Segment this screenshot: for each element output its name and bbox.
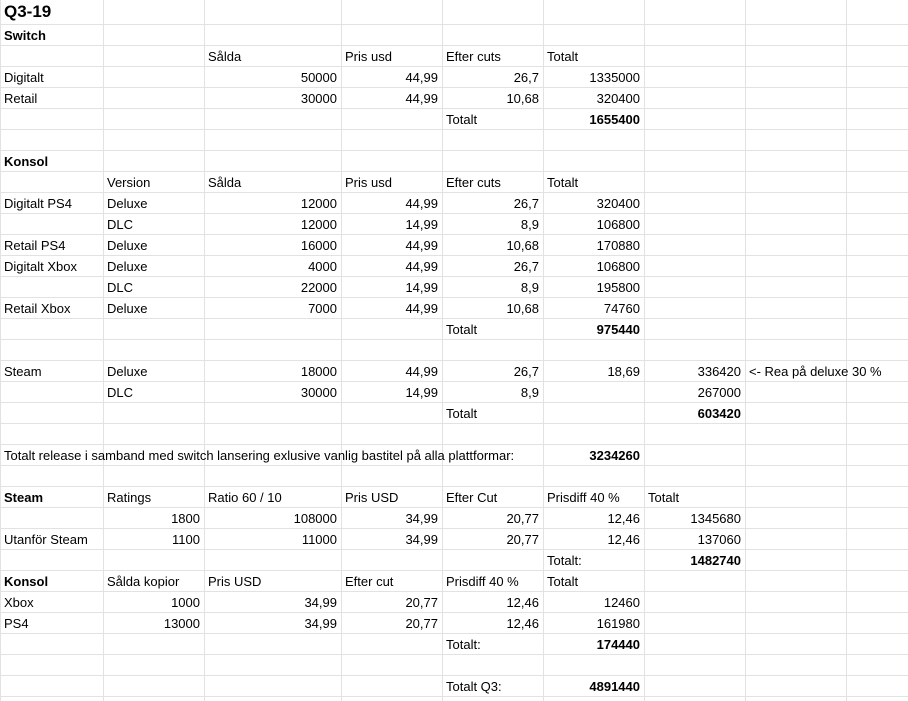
cell-r16-c5[interactable]: 975440 [596, 322, 640, 337]
cell-r25-c2[interactable]: 108000 [293, 511, 337, 526]
cell-r9-c2[interactable]: Sålda [208, 175, 242, 190]
cell-r26-c5[interactable]: 12,46 [607, 532, 640, 547]
cell-r28-c5[interactable]: Totalt [547, 574, 579, 589]
cell-r29-c3[interactable]: 20,77 [405, 595, 438, 610]
cell-r29-c4[interactable]: 12,46 [506, 595, 539, 610]
cell-r15-c5[interactable]: 74760 [603, 301, 640, 316]
cell-r10-c3[interactable]: 44,99 [405, 196, 438, 211]
sheet-title[interactable]: Q3-19 [4, 2, 52, 21]
cell-r29-c5[interactable]: 12460 [603, 595, 640, 610]
cell-r5-c4[interactable]: 10,68 [506, 91, 539, 106]
cell-r15-c3[interactable]: 44,99 [405, 301, 438, 316]
cell-r29-c1[interactable]: 1000 [171, 595, 200, 610]
cell-r27-c6[interactable]: 1482740 [690, 553, 741, 568]
cell-r19-c3[interactable]: 14,99 [405, 385, 438, 400]
cell-r11-c5[interactable]: 106800 [596, 217, 640, 232]
cell-r12-c4[interactable]: 10,68 [506, 238, 539, 253]
cell-r6-c4[interactable]: Totalt [446, 112, 478, 127]
cell-r24-c5[interactable]: Prisdiff 40 % [547, 490, 620, 505]
cell-r14-c1[interactable]: DLC [107, 280, 134, 295]
cell-r26-c0[interactable]: Utanför Steam [4, 532, 88, 547]
cell-r19-c1[interactable]: DLC [107, 385, 134, 400]
cell-r14-c4[interactable]: 8,9 [520, 280, 539, 295]
cell-r18-c2[interactable]: 18000 [300, 364, 337, 379]
cell-r9-c1[interactable]: Version [107, 175, 151, 190]
cell-r22-c5[interactable]: 3234260 [589, 448, 640, 463]
cell-r12-c5[interactable]: 170880 [596, 238, 640, 253]
cell-r27-c5[interactable]: Totalt: [547, 553, 582, 568]
cell-r4-c3[interactable]: 44,99 [405, 70, 438, 85]
cell-r10-c1[interactable]: Deluxe [107, 196, 148, 211]
cell-r12-c2[interactable]: 16000 [300, 238, 337, 253]
cell-r9-c5[interactable]: Totalt [547, 175, 579, 190]
cell-r24-c0[interactable]: Steam [4, 490, 44, 505]
cell-r15-c4[interactable]: 10,68 [506, 301, 539, 316]
cell-r14-c2[interactable]: 22000 [300, 280, 337, 295]
cell-r28-c4[interactable]: Prisdiff 40 % [446, 574, 519, 589]
cell-r31-c5[interactable]: 174440 [596, 637, 640, 652]
cell-r24-c2[interactable]: Ratio 60 / 10 [208, 490, 282, 505]
cell-r13-c0[interactable]: Digitalt Xbox [4, 259, 77, 274]
cell-r24-c6[interactable]: Totalt [648, 490, 680, 505]
cell-r9-c4[interactable]: Efter cuts [446, 175, 501, 190]
cell-r6-c5[interactable]: 1655400 [589, 112, 640, 127]
cell-r10-c2[interactable]: 12000 [300, 196, 337, 211]
cell-r25-c6[interactable]: 1345680 [690, 511, 741, 526]
cell-r3-c4[interactable]: Efter cuts [446, 49, 501, 64]
cell-r16-c4[interactable]: Totalt [446, 322, 478, 337]
cell-r18-c7[interactable]: <- Rea på deluxe 30 % [749, 364, 882, 379]
cell-r28-c3[interactable]: Efter cut [345, 574, 394, 589]
cell-r31-c4[interactable]: Totalt: [446, 637, 481, 652]
cell-r30-c1[interactable]: 13000 [163, 616, 200, 631]
cell-r30-c0[interactable]: PS4 [4, 616, 29, 631]
cell-r26-c2[interactable]: 11000 [301, 532, 337, 547]
cell-r30-c4[interactable]: 12,46 [506, 616, 539, 631]
cell-r33-c4[interactable]: Totalt Q3: [446, 679, 502, 694]
cell-r26-c1[interactable]: 1100 [172, 532, 200, 547]
cell-r11-c1[interactable]: DLC [107, 217, 134, 232]
cell-r4-c5[interactable]: 1335000 [589, 70, 640, 85]
cell-r13-c2[interactable]: 4000 [308, 259, 337, 274]
cell-r28-c1[interactable]: Sålda kopior [107, 574, 180, 589]
cell-r18-c1[interactable]: Deluxe [107, 364, 148, 379]
cell-r33-c5[interactable]: 4891440 [589, 679, 640, 694]
cell-r18-c0[interactable]: Steam [4, 364, 42, 379]
cell-r2-c0[interactable]: Switch [4, 28, 46, 43]
cell-r18-c5[interactable]: 18,69 [607, 364, 640, 379]
cell-r29-c2[interactable]: 34,99 [304, 595, 337, 610]
cell-r10-c0[interactable]: Digitalt PS4 [4, 196, 72, 211]
cell-r25-c1[interactable]: 1800 [171, 511, 200, 526]
cell-r30-c5[interactable]: 161980 [596, 616, 640, 631]
cell-r3-c5[interactable]: Totalt [547, 49, 579, 64]
cell-r24-c3[interactable]: Pris USD [345, 490, 399, 505]
cell-r20-c4[interactable]: Totalt [446, 406, 478, 421]
cell-r3-c2[interactable]: Sålda [208, 49, 242, 64]
cell-r15-c0[interactable]: Retail Xbox [4, 301, 71, 316]
cell-r13-c3[interactable]: 44,99 [405, 259, 438, 274]
cell-r22-c0[interactable]: Totalt release i samband med switch lansering exlusive vanlig bastitel på alla plattformar: [4, 448, 515, 463]
cell-r10-c4[interactable]: 26,7 [513, 196, 539, 211]
cell-r13-c5[interactable]: 106800 [596, 259, 640, 274]
cell-r5-c5[interactable]: 320400 [596, 91, 640, 106]
cell-r19-c4[interactable]: 8,9 [520, 385, 539, 400]
cell-r5-c2[interactable]: 30000 [300, 91, 337, 106]
cell-r28-c2[interactable]: Pris USD [208, 574, 262, 589]
cell-r24-c1[interactable]: Ratings [107, 490, 152, 505]
cell-r4-c0[interactable]: Digitalt [4, 70, 44, 85]
cell-r9-c3[interactable]: Pris usd [345, 175, 392, 190]
cell-r28-c0[interactable]: Konsol [4, 574, 49, 589]
cell-r18-c4[interactable]: 26,7 [513, 364, 539, 379]
cell-r12-c0[interactable]: Retail PS4 [4, 238, 66, 253]
cell-r19-c6[interactable]: 267000 [697, 385, 741, 400]
cell-r12-c1[interactable]: Deluxe [107, 238, 148, 253]
cell-r30-c3[interactable]: 20,77 [405, 616, 438, 631]
cell-r25-c5[interactable]: 12,46 [607, 511, 640, 526]
cell-r12-c3[interactable]: 44,99 [405, 238, 438, 253]
cell-r5-c3[interactable]: 44,99 [405, 91, 438, 106]
cell-r11-c2[interactable]: 12000 [300, 217, 337, 232]
cell-r30-c2[interactable]: 34,99 [304, 616, 337, 631]
cell-r18-c6[interactable]: 336420 [697, 364, 741, 379]
cell-r25-c3[interactable]: 34,99 [405, 511, 438, 526]
cell-r14-c3[interactable]: 14,99 [405, 280, 438, 295]
cell-r15-c2[interactable]: 7000 [308, 301, 337, 316]
cell-r4-c4[interactable]: 26,7 [513, 70, 539, 85]
cell-r15-c1[interactable]: Deluxe [107, 301, 148, 316]
cell-r14-c5[interactable]: 195800 [596, 280, 640, 295]
cell-r11-c4[interactable]: 8,9 [520, 217, 539, 232]
cell-r5-c0[interactable]: Retail [4, 91, 38, 106]
cell-r26-c3[interactable]: 34,99 [405, 532, 438, 547]
cell-r8-c0[interactable]: Konsol [4, 154, 49, 169]
cell-r11-c3[interactable]: 14,99 [405, 217, 438, 232]
cell-r3-c3[interactable]: Pris usd [345, 49, 392, 64]
cell-r25-c4[interactable]: 20,77 [506, 511, 539, 526]
cell-r26-c6[interactable]: 137060 [697, 532, 741, 547]
cell-r19-c2[interactable]: 30000 [300, 385, 337, 400]
cell-r26-c4[interactable]: 20,77 [506, 532, 539, 547]
cell-r29-c0[interactable]: Xbox [4, 595, 34, 610]
cell-r13-c4[interactable]: 26,7 [513, 259, 539, 274]
cell-r20-c6[interactable]: 603420 [697, 406, 741, 421]
cell-r10-c5[interactable]: 320400 [596, 196, 640, 211]
cell-r18-c3[interactable]: 44,99 [405, 364, 438, 379]
cell-r4-c2[interactable]: 50000 [300, 70, 337, 85]
cell-r13-c1[interactable]: Deluxe [107, 259, 148, 274]
cell-r24-c4[interactable]: Efter Cut [446, 490, 498, 505]
